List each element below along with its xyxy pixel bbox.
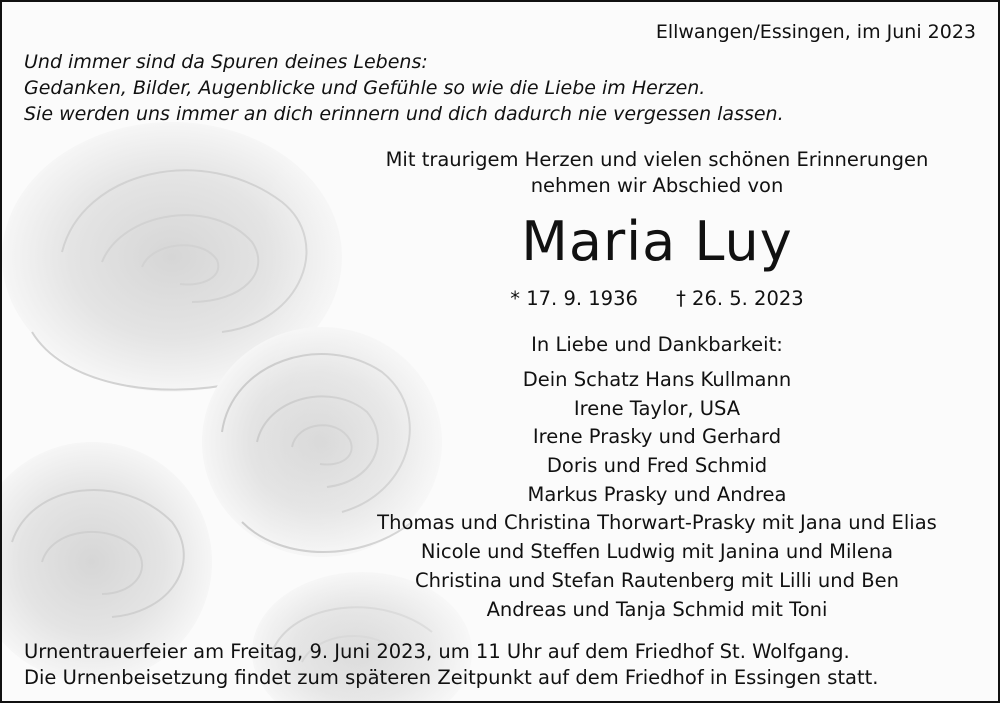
intro-line: nehmen wir Abschied von bbox=[530, 174, 784, 197]
verse-line: Sie werden uns immer an dich erinnern und dich dadurch nie vergessen lassen. bbox=[24, 103, 784, 125]
intro-line: Mit traurigem Herzen und vielen schönen Erinnerungen bbox=[385, 148, 929, 171]
place-and-date: Ellwangen/Essingen, im Juni 2023 bbox=[655, 21, 976, 43]
list-item: Markus Prasky und Andrea bbox=[527, 482, 787, 506]
life-dates bbox=[332, 287, 982, 310]
list-item: Christina und Stefan Rautenberg mit Lilli und Ben bbox=[415, 568, 899, 592]
list-item: Irene Taylor, USA bbox=[573, 396, 741, 420]
verse-line: Gedanken, Bilder, Augenblicke und Gefühle so wie die Liebe im Herzen. bbox=[24, 77, 706, 99]
verse-line: Und immer sind da Spuren deines Lebens: bbox=[24, 51, 428, 73]
list-item: Thomas und Christina Thorwart-Prasky mit Jana und Elias bbox=[377, 511, 937, 535]
list-item: Andreas und Tanja Schmid mit Toni bbox=[486, 597, 828, 621]
mourners-list bbox=[332, 366, 982, 624]
death-date: † 26. 5. 2023 bbox=[676, 287, 804, 310]
list-item: Irene Prasky und Gerhard bbox=[532, 425, 782, 449]
list-item: Dein Schatz Hans Kullmann bbox=[522, 368, 792, 391]
deceased-name: Maria Luy bbox=[521, 210, 793, 273]
gratitude-line: In Liebe und Dankbarkeit: bbox=[531, 333, 783, 356]
list-item: Nicole und Steffen Ludwig mit Janina und Milena bbox=[420, 540, 894, 564]
list-item: Doris und Fred Schmid bbox=[546, 454, 768, 478]
burial-info: Die Urnenbeisetzung findet zum späteren Zeitpunkt auf dem Friedhof in Essingen statt. bbox=[24, 666, 879, 689]
birth-date: * 17. 9. 1936 bbox=[510, 287, 638, 310]
ceremony-info: Urnentrauerfeier am Freitag, 9. Juni 2023, um 11 Uhr auf dem Friedhof St. Wolfgang. bbox=[24, 640, 850, 663]
